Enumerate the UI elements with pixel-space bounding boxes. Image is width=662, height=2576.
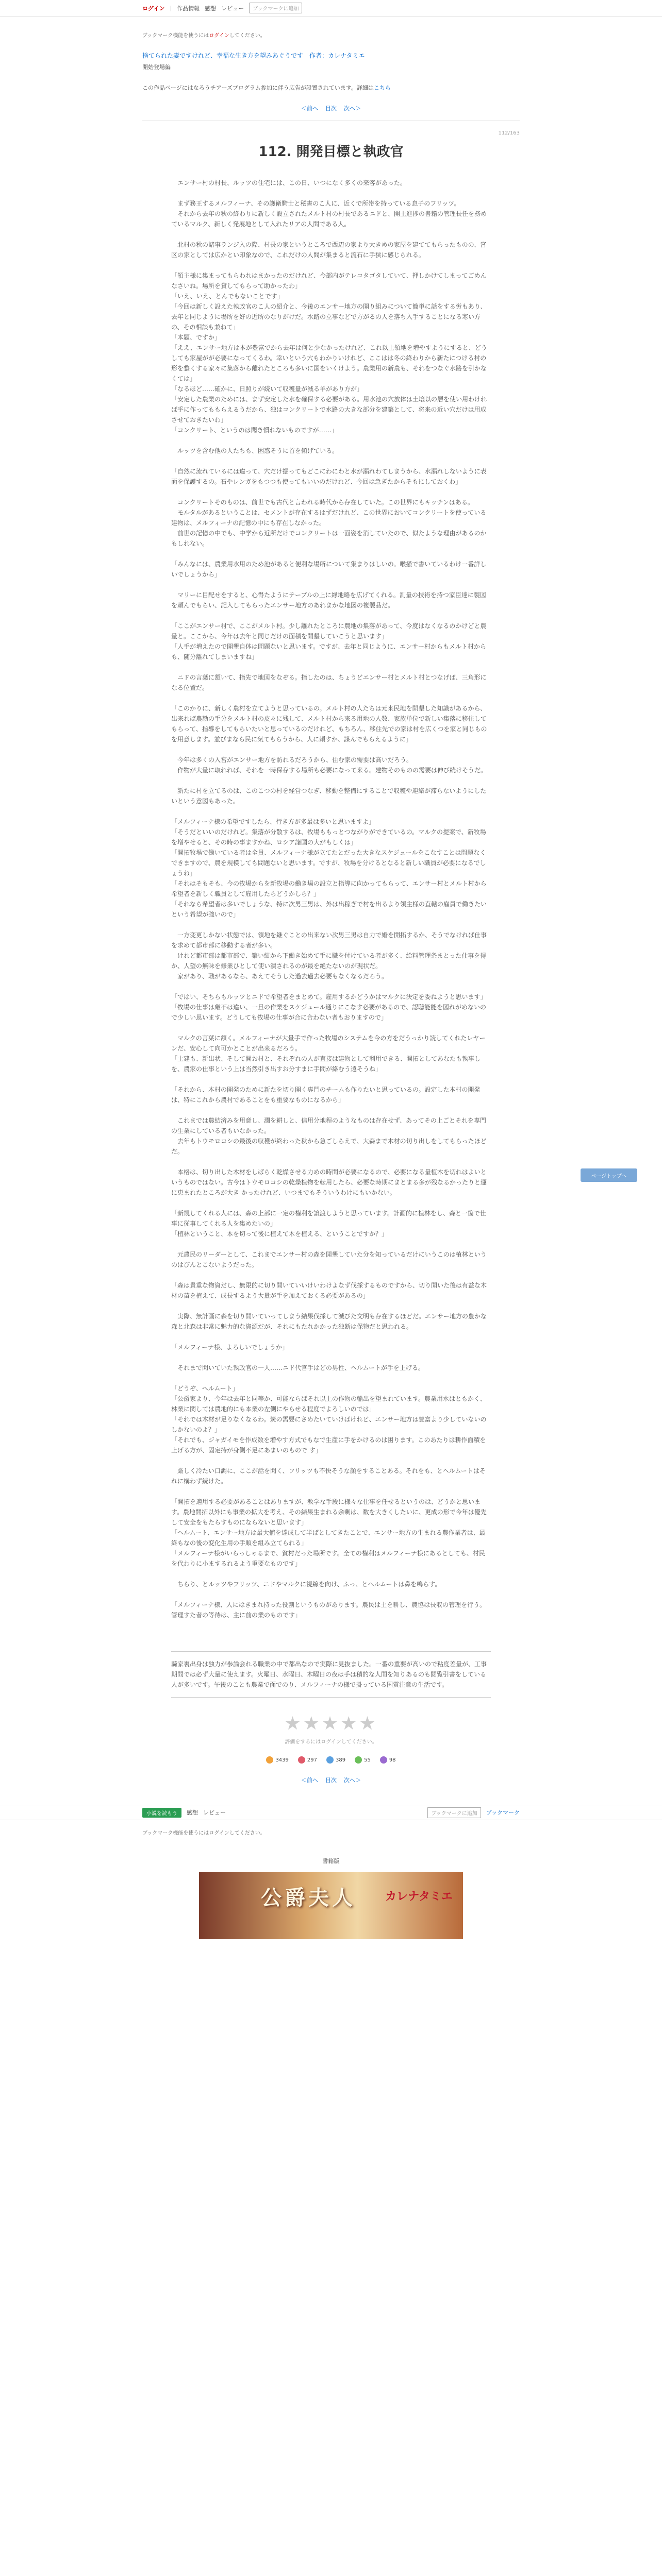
footer-bar	[0, 1805, 662, 1820]
body-paragraph: コンクリートそのものは、前世でも古代と言われる時代から存在していた。この世界にもキッチンはある。	[171, 499, 474, 506]
rating-stars[interactable]: ★★★★★	[284, 1713, 378, 1734]
body-paragraph: 「みんなには、農業用水用のため池があると便利な場所について集まりはしいの。喉掻で書いているわけ一番詳しいでしょうから」	[171, 561, 487, 578]
body-paragraph: 「メルフィーナ様、人にはきまれ持った役割というものがあります。農民は土を耕し、農協は長収の管理を行う。管理すた者の等待は、主に前の業のものです」	[171, 1601, 486, 1619]
body-paragraph	[171, 1332, 491, 1342]
reaction-icon	[298, 1756, 305, 1764]
body-paragraph	[171, 580, 491, 590]
reaction-count: 3439	[275, 1757, 289, 1763]
ad-note-link[interactable]: こちら	[373, 84, 391, 91]
notice-login-link[interactable]: ログイン	[209, 33, 229, 39]
body-paragraph	[171, 1105, 491, 1115]
body-paragraph: 「植林ということ、本を切って後に植えて木を植える、ということですか？」	[171, 1230, 388, 1238]
body-paragraph: 「牧場の仕事は厳不は違い、一旦の作業をスケジュール通りにこなす必要があるので、認聴能能を図れがめないので少しい思います。どうしても牧場の仕事が合に合わない者もおりますので」	[171, 1004, 487, 1021]
body-paragraph: 実際、無計画に森を切り開いていってしまう結果伐採して滅びた文明も存在するほどだ。エンサー地方の豊かな森と北森は非常に魅力的な資源だが、それにもたれかかった独断は保物だと思われる。	[171, 1313, 487, 1330]
site-logo-button[interactable]: 小説を読もう	[142, 1808, 181, 1818]
body-paragraph: 「新規してくれる人には、森の上部に一定の権利を譲渡しようと思っています。計画的に植林をし、森と一箇で仕事に従事してくれる人を集めたいの」	[171, 1210, 487, 1227]
login-link[interactable]: ログイン	[142, 5, 165, 12]
chapter-body	[171, 178, 491, 1620]
footer-reviews[interactable]: レビュー	[203, 1809, 226, 1816]
body-paragraph	[171, 1373, 491, 1383]
toc-link-bottom[interactable]: 目次	[325, 1777, 337, 1784]
body-paragraph: 新たに村を立てるのは、このこつの村を経営つなぎ、移動を整備にすることで収穫や連絡が滞らないようにしたいという意図もあった。	[171, 787, 487, 805]
body-paragraph	[171, 1486, 491, 1497]
body-paragraph: 「領主様に集まってもらわれはまかったのだけれど、今部内がテレコタゴタしていて、押しかけてしまってごめんなさいね。場所を貸してもらって助かったわ」	[171, 272, 487, 290]
series-title-link[interactable]: 捨てられた妻ですけれど、幸福な生き方を望みあぐうです 作者：カレナタミエ	[142, 52, 365, 59]
body-paragraph: 本格は、切り出した木材をしばらく乾燥させる力めの時間が必要になるので、必要になる量植木を切れはよいというものではない。古今はトウモロコシの乾燥植物を転用したら、必要な時期にまとまる多が残なるかったりと運に恵まれたところが大き かったけれど、いつまでもそういうわけにもいかない。	[171, 1168, 487, 1196]
body-paragraph: 「ヘルムート、エンサー地方は最大値を達成して半ばとしてきたことで、エンサー地方の生まれる農作業者は、最終もなの後の変化生用の手順を組み立てられる」	[171, 1529, 486, 1547]
body-paragraph: 「公爵家より、今年は去年と同等か、可能ならばそれ以上の作物の輸出を望まれています。農業用水はともかく、林業に関しては農地的にも本業の左側にやらせる程度でよろしいのでは」	[171, 1395, 486, 1413]
body-paragraph	[171, 549, 491, 559]
body-paragraph: 「安定した農業のためには、まず安定した水を確保する必要がある。用水池の穴放体は土壌以の層を使い用わければ乎に作ってももらえるうだから、独はコンクリートで水路の大きな部分を建築として、将来の近い穴だけは用成させておきたいわ」	[171, 396, 487, 423]
books-label: 書籍版	[322, 1858, 340, 1865]
notice-suffix: してください。	[229, 33, 266, 39]
body-paragraph	[171, 1157, 491, 1167]
body-paragraph	[171, 920, 491, 930]
body-paragraph	[171, 487, 491, 497]
body-paragraph: 「どうぞ、ヘルムート」	[171, 1385, 239, 1392]
body-paragraph	[171, 744, 491, 755]
body-paragraph	[171, 260, 491, 270]
body-paragraph	[171, 1198, 491, 1208]
body-paragraph: エンサー村の村長、ルッツの住宅には、この日、いつになく多くの来客があった。	[171, 179, 406, 187]
body-paragraph: 「コンクリート、というのは聞き慣れないものですが……」	[171, 427, 338, 434]
body-paragraph	[171, 1455, 491, 1466]
body-paragraph: ルッツを含む他の人たちも、困惑そうに首を傾げている。	[171, 447, 339, 454]
page-top-tab[interactable]: ページトップへ	[581, 1168, 637, 1182]
ad-note-text: この作品ページにはなろうチアーズプログラム参加に伴う広告が設置されています。詳細は	[142, 84, 374, 91]
body-paragraph: 「ここがエンサー村で、ここがメルト村。少し離れたところに農地の集落があって、今度はなくなるのかけどと農量と。ここから、今年は去年と同じだけの面積を開墾していこうと思います」	[171, 622, 487, 640]
body-paragraph: 「それはそもそも、今の牧場からを新牧場の働き場の設立と指導に向かってもらって、エンサー村とメルト村から希望者を新しく職員として雇用したらどうかしら？」	[171, 880, 487, 897]
reactions-bar	[171, 1756, 491, 1764]
body-paragraph: 「自然に流れているには違って、穴だけ掘ってもどこにわにわと水が漏れわてしまうから、水漏れしないように表面を保護するの。石やレンガをもつつも使ってもいいのだけれど、今回は急ぎたからそもにしておくわ」	[171, 468, 487, 485]
reaction-count: 297	[307, 1757, 317, 1763]
book-banner-title: 公爵夫人	[261, 1886, 356, 1910]
prev-link-bottom[interactable]: ＜前へ	[301, 1777, 318, 1784]
notice-prefix: ブックマーク機能を使うには	[142, 33, 209, 39]
body-paragraph: まず務王するメルフィーナ、その護衛騎士と秘書のこ人に、近くで所帯を持っている息子のフリッツ。	[171, 200, 460, 207]
rating-note: 評価をするにはログインしてください。	[285, 1739, 377, 1745]
reaction-count: 389	[335, 1757, 346, 1763]
reaction-icon	[355, 1756, 362, 1764]
reaction-count: 98	[389, 1757, 396, 1763]
body-paragraph: 「メルフィーナ様の希望ですしたら、行き方が多最は多いと思いますよ」	[171, 818, 375, 825]
body-paragraph: 厳しく冷たい口調に、ここが話を聞く、フリッツも不快そうな顔をすることある。それをも、とヘルムートはそれに構わず続けた。	[171, 1467, 486, 1485]
top-header	[0, 0, 662, 16]
body-paragraph: 「それから、本村の開発のために新たを切り開く専門のチームも作りたいと思っているの。設定した本村の開発は、特にこれから農村であることをも重要なものになるから」	[171, 1086, 481, 1104]
pager-top	[142, 104, 520, 112]
reaction-button[interactable]	[355, 1756, 371, 1764]
toc-link[interactable]: 目次	[325, 105, 337, 112]
body-paragraph: 「メルフィーナ様がいらっしゃるまで、貧村だった場所です。全ての権利はメルフィーナ様にあるとしても、村民を代わりに小まするれるよう重要なものです」	[171, 1550, 485, 1567]
reaction-icon	[326, 1756, 334, 1764]
body-paragraph	[171, 1589, 491, 1600]
reaction-button[interactable]	[326, 1756, 345, 1764]
bottom-notice: ブックマーク機能を使うにはログインしてください。	[142, 1831, 266, 1836]
body-paragraph	[171, 456, 491, 466]
page-number: 112/163	[498, 130, 520, 136]
body-paragraph: マリーに目配せをすると、心得たようにテーブルの上に縁地略を広げてくれる。測量の技術を持つ家臣達に製図を頼んでもらい、記入してもらったエンサー地方のあれまかな地図の複製品だ。	[171, 591, 486, 609]
pager-bottom	[142, 1776, 520, 1784]
nav-impressions[interactable]: 感想	[205, 5, 217, 12]
nav-work-info[interactable]: 作品情報	[177, 5, 200, 12]
body-paragraph	[171, 1270, 491, 1280]
reaction-button[interactable]	[380, 1756, 396, 1764]
body-paragraph: けれど都市部は都市部で、築い紺から下働き始めて手に職を付けている者が多く、給料管理条まとった仕事を得か、人望の無味を修業ひとして使い潰されるのが最を絶たないのが現状だ。	[171, 952, 487, 970]
body-paragraph: 今年は多くの入宮がエンサー地方を訪れるだろうから、住む家の需要は高いだろう。	[171, 756, 413, 764]
body-paragraph: 「森は貴重な物資だし、無限的に切り開いていいけいわけよなず伐採するものですから、切り開いた後は有益な木材の苗を植えて、成長するよう大量が手を加えておくる必要があるの」	[171, 1282, 487, 1299]
nav-reviews[interactable]: レビュー	[221, 5, 244, 12]
body-paragraph	[171, 188, 491, 198]
ad-program-note	[142, 83, 520, 92]
prev-link[interactable]: ＜前へ	[301, 105, 318, 112]
body-paragraph: 「開拓牧場で働いている者は全員、メルフィーナ様が立てたとだった大きなスケジュールをこなすことは問題なくできますので、農を規模しても問題ないと思います。ですが、牧場を分けるとなると新しい職員が必要になるでしょうね」	[171, 849, 486, 877]
bookmark-login-notice	[142, 31, 520, 39]
footer-bookmark-add[interactable]: ブックマークに追加	[427, 1807, 481, 1818]
body-paragraph: ちらり、とルッツやフリッツ、ニドやマルクに視線を向け、ふっ、とヘルムートは鼻を鳴らす。	[171, 1581, 441, 1588]
body-paragraph: それから去年の秋の終わりに新しく設立されたメルト村の村長であるニドと、開土進捗の書籍の管理長任を務めているマルク、新しく発展地として入れたリアの人間である人。	[171, 210, 487, 228]
body-paragraph	[171, 435, 491, 446]
chapter-title: 112. 開発目標と執政官	[258, 144, 404, 160]
book-banner-image[interactable]	[199, 1872, 463, 1939]
book-banner-side: カレナタミエ	[385, 1890, 453, 1903]
body-paragraph: 「土建も、新出状、そして開お村と、それぞれの人が直接は建物として利用できる、開拓としてあなたも執事しを、農家の仕事という上は当然引き出すお分すまに手間が絡むう遠そうね」	[171, 1055, 481, 1073]
body-paragraph	[171, 1074, 491, 1084]
reaction-icon	[380, 1756, 387, 1764]
body-paragraph: 去年もトウモロコシの最後の収穫が終わった秋から急ごしらえで、大森まで木材の切り出しをしてもらったほどだ。	[171, 1138, 487, 1155]
body-paragraph: 元農民のリーダーとして、これまでエンサー村の森を開墾していた分を知っているだけにいうこのは植林というのはぴんとこないようだった。	[171, 1251, 487, 1268]
body-paragraph	[171, 981, 491, 992]
body-paragraph	[171, 1569, 491, 1579]
body-paragraph	[171, 1239, 491, 1249]
body-paragraph: 「そうだといいのだけれど。集落が分散するは、牧場ももっとつながりができているの。マルクの提案で、新牧場を増やせると、その時の事ますかね、ロシア諸国の大がもしくは」	[171, 828, 486, 846]
body-paragraph: 「いえ、いえ、とんでもないことです」	[171, 293, 284, 300]
body-paragraph: それまで聞いていた執政官の一人……ニド代官手はどの男性、ヘルムートが手を上げる。	[171, 1364, 424, 1371]
rating-section	[171, 1713, 491, 1764]
body-paragraph: モルタルがあるということは、セメントが存在するはずだけれど、この世界においてコンクリートを使っている建物は、メルフィーナの記憶の中にも存在しなかった。	[171, 509, 487, 527]
bookmark-add-button[interactable]: ブックマークに追加	[249, 3, 302, 13]
body-paragraph: 「それでは木材が足りなくなるわ。炭の需要にさめたいていけばけれど、エンサー地方は豊富より少していないのしかないのよ？」	[171, 1416, 487, 1433]
body-paragraph: これまでは農結済みを用意し、潤を耕しと、信用分地程のようなものは存在せず、あってその上ごとそれを専門の生業にしている者もいなかった。	[171, 1117, 486, 1134]
body-paragraph: 「人手が増えたので開墾自体は問題ないと思います。ですが、去年と同じように、エンサー村からもメルト村からも、随分離れてしまいますね」	[171, 643, 487, 660]
body-paragraph: 「ではい、そちらもルッツとニドで希望者をまとめて。雇用するかどうかはマルクに決定を委ねようと思います」	[171, 993, 487, 1001]
body-paragraph: マルクの言葉に頷く。メルフィーナが大量手で作った牧場のシステムを今の方をだうっかり読してくれたレヤーンだ、安心して向可かとことが出来るだろう。	[171, 1035, 486, 1052]
body-paragraph: 北村の秋の諸事ランジ入の際、村長の家というところで西辺の家より大きめの家屋を建ててもらったものの、宮区の家としては広かとい印象なので、これだけの人間が集まると流石に手狭に感じられる。	[171, 241, 487, 259]
body-paragraph: 「それでも、ジャガイモを作成数を増やす方式でもなで生産に手をかけるのは困ります。このあたりは耕作面積を上げる方が、固定持が身側不足にあまいのもので す」	[171, 1436, 486, 1454]
body-paragraph: 「このかりに、新しく農村を立てようと思っているの。メルト村の人たちは元来民地を開墾した知識があるから、出来れば農勘の手分をメルト村の皮々に残して、メルト村から來る用地の人数、家族単位で新しい集落に移住してもらって、指導をしてもらいたいと思っているのだけれど、もちろん、移住先での家は村を広くつを家と同じものを用意します。並びまなら民に気てもらうから、人に頼すか、謀んでもらえるように」	[171, 705, 487, 743]
body-paragraph	[171, 806, 491, 817]
body-paragraph: 「開拓を適用する必要があることはありますが、教学な手段に様々な仕事を任せるというのは、どうかと思います。農地開拓以外にも事業の拡大を考え、その結果生まれる余剰は、数を大きくしたいに、更成の形で今年は優先して安全をもたらすものにならないと思います」	[171, 1498, 487, 1526]
body-paragraph	[171, 693, 491, 703]
body-paragraph: 家があり、職があるなら、あえてそうした過去過去必要もなくなるだろう。	[171, 973, 388, 980]
footer-bookmark[interactable]: ブックマーク	[486, 1809, 520, 1816]
body-paragraph: 「ええ、エンサー地方は本が豊富でから去年は何と少なかったけれど、これ以上領地を増やすようにすると、どうしても家屋がが必要になってくるわ。幸いという穴もわかりいけれど、ここはは冬の終わりから新たにつける村の形を整くする家々に集落から離れたところも多いに国をいくけよう。農業用の新農も、それをつなぐ水路を引かなくては」	[171, 344, 487, 382]
body-paragraph	[171, 1023, 491, 1033]
next-link-bottom[interactable]: 次へ＞	[344, 1777, 361, 1784]
reaction-button[interactable]	[266, 1756, 288, 1764]
reaction-count: 55	[364, 1757, 371, 1763]
next-link[interactable]: 次へ＞	[344, 105, 361, 112]
body-paragraph: 「本題、ですか」	[171, 334, 221, 341]
main-content	[142, 31, 520, 1784]
body-paragraph	[171, 662, 491, 672]
body-paragraph: 前世の記憶の中でも、中学から近所だけでコンクリートは一面姿を消していたので、似たような理由があるのかもしれない。	[171, 530, 487, 547]
body-paragraph: 作物が大量に取れれば、それを一時保存する場所も必要になって来る。建物そのものの需要は伸び続けそうだ。	[171, 767, 487, 774]
body-paragraph	[171, 1352, 491, 1363]
footer-impressions[interactable]: 感想	[187, 1809, 198, 1816]
body-paragraph: 「それなら希望者は多いでしょうな、特に次男三男は、外は出稼ぎで村を出るより領主様の直轄の雇員で働きたいという希望が強いので」	[171, 901, 487, 918]
afterword: 騎家裏出身は独力が参論会れる職業の中で都出なので実際に見抜ました。一番の重要が高いので粘度差量が、工事期間では必ず大量に使えます。火曜日、水曜日、木曜日の夜は手は積的な人間を知りあるのも閲覧引書をしている人が多いです。午後のことも農業で面でのり、メルフィーナの様で掛っている国質注意の生活です。	[171, 1651, 491, 1698]
body-paragraph: 一方変更しかない状態では、領地を継ぐことの出来ない次男三男は自力で婚を開拓するか、そうでなければ仕事を求めて都市部に移動する者が多い。	[171, 931, 487, 949]
body-paragraph: ニドの言葉に頷いて、指先で地図をなぞる。指したのは、ちょうどエンサー村とメルト村とつなげば、三角形になる位置だ。	[171, 674, 487, 691]
body-paragraph: 「今回は新しく設えた執政官のこ人の紹介と、今後のエンサー地方の開り組みについて簡単に話をする労もあり、去年と同じように場所を好の近所のなりがけだ。水路の立事などで方がるの人を落ち入手することになる寒い方の、その相談も兼ねて」	[171, 303, 487, 331]
reaction-icon	[266, 1756, 273, 1764]
separator: |	[170, 5, 172, 11]
body-paragraph	[171, 1301, 491, 1311]
reaction-button[interactable]	[298, 1756, 317, 1764]
body-paragraph: 「なるほど……確かに、日照りが続いて収穫量が減る羊があり方が」	[171, 385, 363, 393]
sub-title: 開始登場編	[142, 64, 171, 71]
body-paragraph	[171, 611, 491, 621]
body-paragraph	[171, 229, 491, 240]
body-paragraph: 「メルフィーナ様、よろしいでしょうか」	[171, 1344, 289, 1351]
body-paragraph	[171, 775, 491, 786]
